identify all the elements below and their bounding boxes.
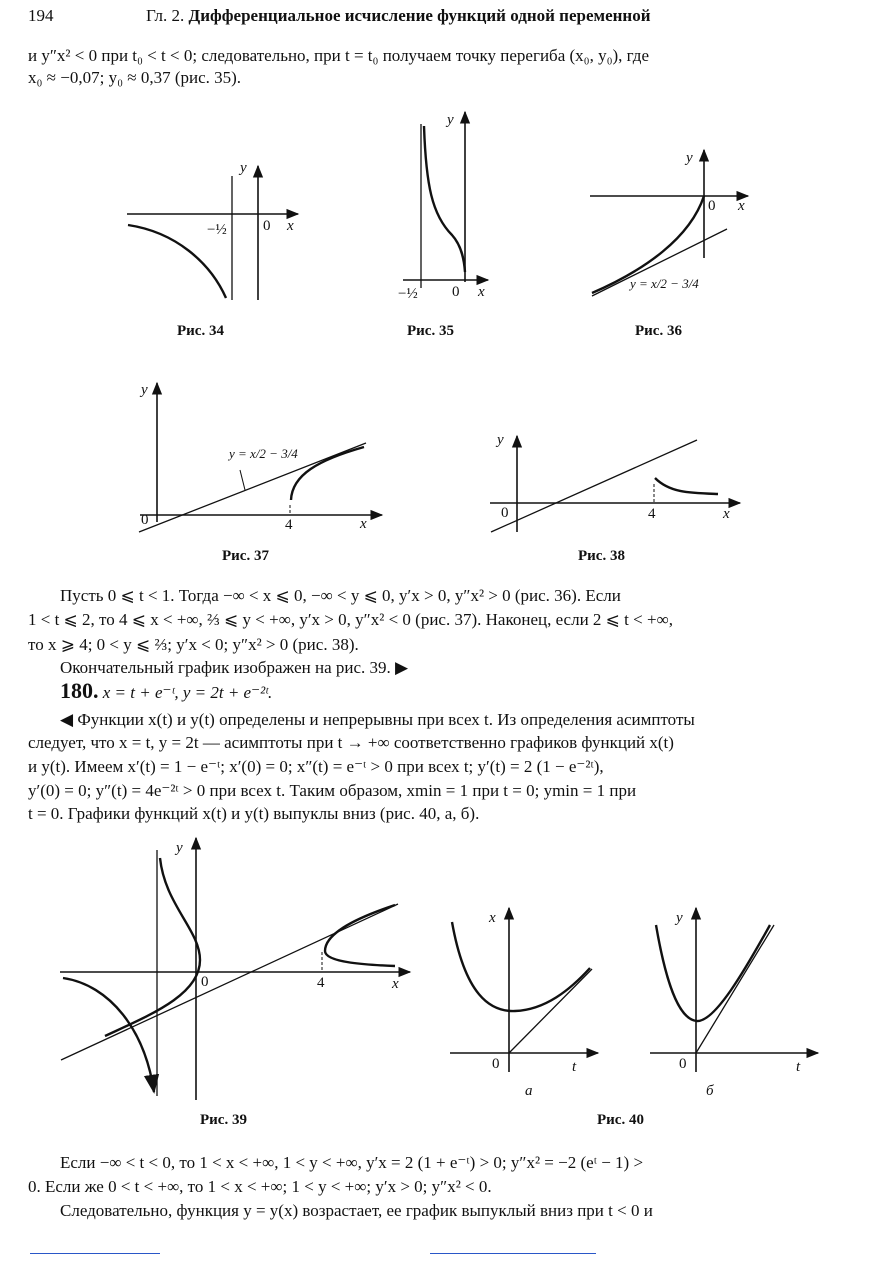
fig39-four-label: 4 [317,975,325,991]
footer-link-line-2 [430,1253,596,1254]
para1-line-3: то x ⩾ 4; 0 < y ⩽ ⅔; y′x < 0; y″x² > 0 (рис. 38). [28,635,359,654]
page-number: 194 [28,6,54,25]
fig40b-plot [650,908,818,1072]
fig39-y-label: y [176,840,183,856]
fig40a-plot [450,908,598,1072]
para2-line-1: ◀ Функции x(t) и y(t) определены и непрерывны при всех t. Из определения асимптоты [60,710,695,729]
fig36-plot [590,150,748,296]
para3-line-2: 0. Если же 0 < t < +∞, то 1 < x < +∞; 1 < y < +∞; y′x > 0; y″x² < 0. [28,1177,492,1196]
fig40b-y-label: y [676,910,683,926]
fig36-asymptote-label: y = x/2 − 3/4 [630,276,699,291]
fig40a-curve [452,922,590,1011]
fig39-plot [60,838,410,1100]
fig37-asymptote-label: y = x/2 − 3/4 [229,446,298,461]
problem-heading [28,680,856,704]
para1-line-4: Окончательный график изображен на рис. 39. ▶ [60,658,409,677]
fig38-curve [655,478,718,494]
fig39-zero-label: 0 [201,974,209,990]
fig35-curve [424,126,465,272]
fig40b-curve [656,925,770,1021]
fig40b-zero-label: 0 [679,1056,687,1072]
fig35-x-label: x [478,284,485,300]
fig40a-t-label: t [572,1059,577,1075]
fig39-oblique-asymptote [61,904,398,1060]
fig38-caption: Рис. 38 [578,548,625,564]
problem-number: 180. [60,678,99,703]
fig34-half-label: −½ [207,222,227,238]
fig35-zero-label: 0 [452,284,460,300]
fig37-zero-label: 0 [141,512,149,528]
fig38-four-label: 4 [648,506,656,522]
fig38-plot [490,436,740,532]
fig40b-asymptote [696,925,774,1053]
para2-line-3: и y(t). Имеем x′(t) = 1 − e⁻ᵗ; x′(0) = 0; x″(t) = e⁻ᵗ > 0 при всех t; y′(t) = 2 (1 − e⁻²ᵗ), [28,757,604,776]
intro-line-2: x₀ ≈ −0,07; y₀ ≈ 0,37 (рис. 35). [28,68,242,87]
fig37-label-leader [240,470,245,490]
footer-link-line-1 [30,1253,160,1254]
fig38-zero-label: 0 [501,505,509,521]
para2-line-4: y′(0) = 0; y″(t) = 4e⁻²ᵗ > 0 при всех t. Таким образом, xmin = 1 при t = 0; ymin = 1 при [28,781,637,800]
fig36-y-label: y [686,150,693,166]
problem-formula: x = t + e⁻ᵗ, y = 2t + e⁻²ᵗ. [102,683,273,702]
para2-line-5: t = 0. Графики функций x(t) и y(t) выпуклы вниз (рис. 40, а, б). [28,804,480,823]
fig40a-zero-label: 0 [492,1056,500,1072]
fig35-y-label: y [447,112,454,128]
fig40-caption: Рис. 40 [597,1112,644,1128]
fig34-zero-label: 0 [263,218,271,234]
para1-line-2: 1 < t ⩽ 2, то 4 ⩽ x < +∞, ⅔ ⩽ y < +∞, y′x > 0, y″x² < 0 (рис. 37). Наконец, если 2 ⩽ t < +∞, [28,610,673,629]
fig36-zero-label: 0 [708,198,716,214]
fig40b-t-label: t [796,1059,801,1075]
fig37-y-label: y [141,382,148,398]
fig36-x-label: x [738,198,745,214]
para3-line-1: Если −∞ < t < 0, то 1 < x < +∞, 1 < y < +∞, y′x = 2 (1 + e⁻ᵗ) > 0; y″x² = −2 (eᵗ − 1) > [60,1153,644,1172]
fig39-x-label: x [392,976,399,992]
fig37-curve [291,447,364,500]
fig34-y-label: y [240,160,247,176]
fig35-half-label: −½ [398,286,418,302]
fig39-caption: Рис. 39 [200,1112,247,1128]
fig37-caption: Рис. 37 [222,548,269,564]
fig34-x-label: x [287,218,294,234]
fig40a-sublabel: а [525,1083,533,1099]
fig38-y-label: y [497,432,504,448]
fig35-caption: Рис. 35 [407,323,454,339]
fig38-x-label: x [723,506,730,522]
fig40b-sublabel: б [706,1083,714,1099]
fig39-curve-right-branch [325,905,395,966]
para1-line-1: Пусть 0 ⩽ t < 1. Тогда −∞ < x ⩽ 0, −∞ < y ⩽ 0, y′x > 0, y″x² > 0 (рис. 36). Если [60,586,621,605]
para2-line-2: следует, что x = t, y = 2t — асимптоты при t → +∞ соответственно графиков функций x(t) [28,733,674,752]
fig40a-x-label: x [489,910,496,926]
fig35-plot [403,112,488,288]
fig36-caption: Рис. 36 [635,323,682,339]
fig34-caption: Рис. 34 [177,323,224,339]
para3-line-3: Следовательно, функция y = y(x) возрастает, ее график выпуклый вниз при t < 0 и [60,1201,653,1220]
intro-line-1: и y″x² < 0 при t₀ < t < 0; следовательно, при t = t₀ получаем точку перегиба (x₀, y₀), где [28,46,649,65]
fig37-x-label: x [360,516,367,532]
chapter-title: Дифференциальное исчисление функций одной переменной [188,6,651,25]
chapter-label: Гл. 2. [146,6,185,25]
fig37-four-label: 4 [285,517,293,533]
